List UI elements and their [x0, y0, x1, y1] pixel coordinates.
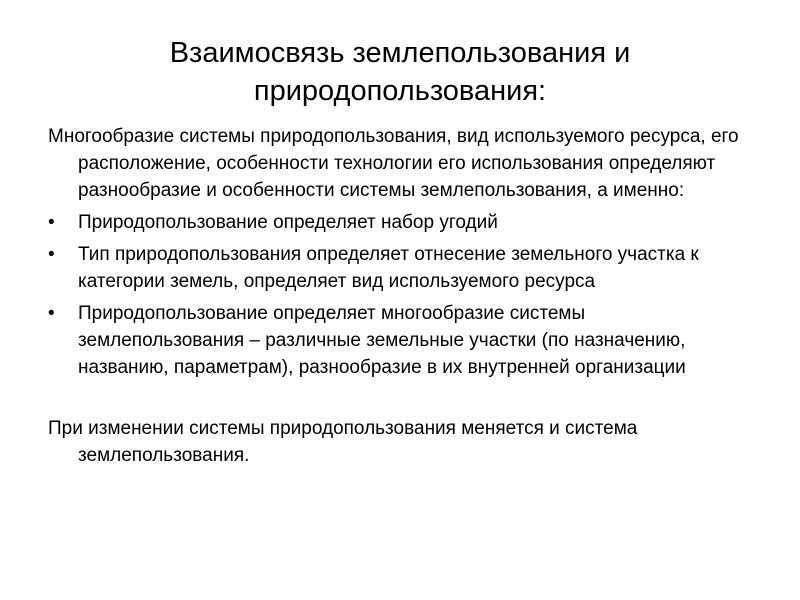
intro-paragraph: Многообразие системы природопользования, вид используемого ресурса, его расположение, особенности технологии его использования определяют разнообразие и особенности системы землепользования, а именно:	[48, 126, 739, 201]
bullet-dot-icon: •	[48, 244, 55, 265]
bullet-text: Природопользование определяет набор угодий	[78, 212, 498, 233]
bullet-item	[48, 241, 754, 295]
bullet-item	[48, 300, 754, 381]
bullet-dot-icon: •	[48, 303, 55, 324]
bullet-text: Тип природопользования определяет отнесение земельного участка к категории земель, определяет вид используемого ресурса	[78, 244, 699, 292]
slide-title: Взаимосвязь землепользования и природопользования:	[169, 37, 631, 107]
bullet-dot-icon: •	[48, 212, 55, 233]
conclusion-paragraph: При изменении системы природопользования меняется и система землепользования.	[48, 418, 638, 466]
bullet-item	[48, 209, 754, 236]
slide-body	[48, 123, 754, 469]
bullet-text: Природопользование определяет многообразие системы землепользования – различные земельные участки (по назначению, названию, параметрам), разнообразие в их внутренней организации	[78, 303, 686, 378]
bullet-list	[48, 209, 754, 381]
